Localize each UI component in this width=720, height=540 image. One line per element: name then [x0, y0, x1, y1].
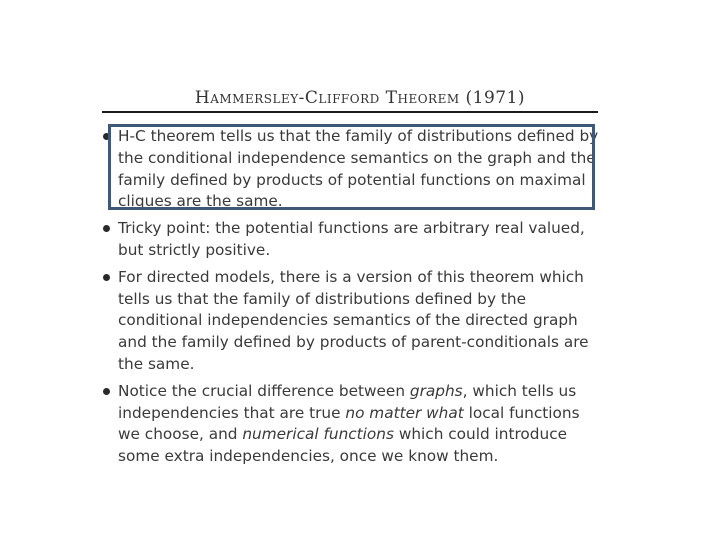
- bullet-text-part: local functions we choose, and: [118, 403, 580, 444]
- bullet-dot-icon: [103, 274, 110, 281]
- slide-title: Hammersley-Clifford Theorem (1971): [194, 88, 526, 108]
- title-divider: [102, 111, 598, 113]
- bullet-text: Tricky point: the potential functions are arbitrary real valued, but strictly positive.: [118, 219, 585, 259]
- bullet-text-part: , which tells us independencies that are true: [118, 381, 577, 422]
- highlight-box: [108, 124, 595, 210]
- bullet-text-part: which could introduce some extra independencies, once we know them.: [118, 425, 568, 466]
- bullet-item-crucial-difference: [102, 381, 602, 468]
- bullet-text: H-C theorem tells us that the family of distributions defined by the conditional independence semantics on the graph and the family defined by products of potential functions on maximal cliques are the same.: [118, 127, 599, 211]
- bullet-dot-icon: [103, 388, 110, 395]
- emphasis-graphs: graphs: [409, 381, 463, 400]
- bullet-text: For directed models, there is a version of this theorem which tells us that the family of distributions defined by the conditional independencies semantics of the directed graph and the family defined by products of parent-conditionals are the same.: [118, 267, 589, 373]
- emphasis-no-matter-what: no matter what: [345, 403, 464, 422]
- bullet-item-directed-models: [102, 267, 602, 376]
- emphasis-numerical-functions: numerical functions: [242, 425, 394, 444]
- bullet-dot-icon: [103, 225, 110, 232]
- bullet-item-tricky-point: [102, 218, 602, 262]
- bullet-text-part: Notice the crucial difference between: [118, 381, 410, 400]
